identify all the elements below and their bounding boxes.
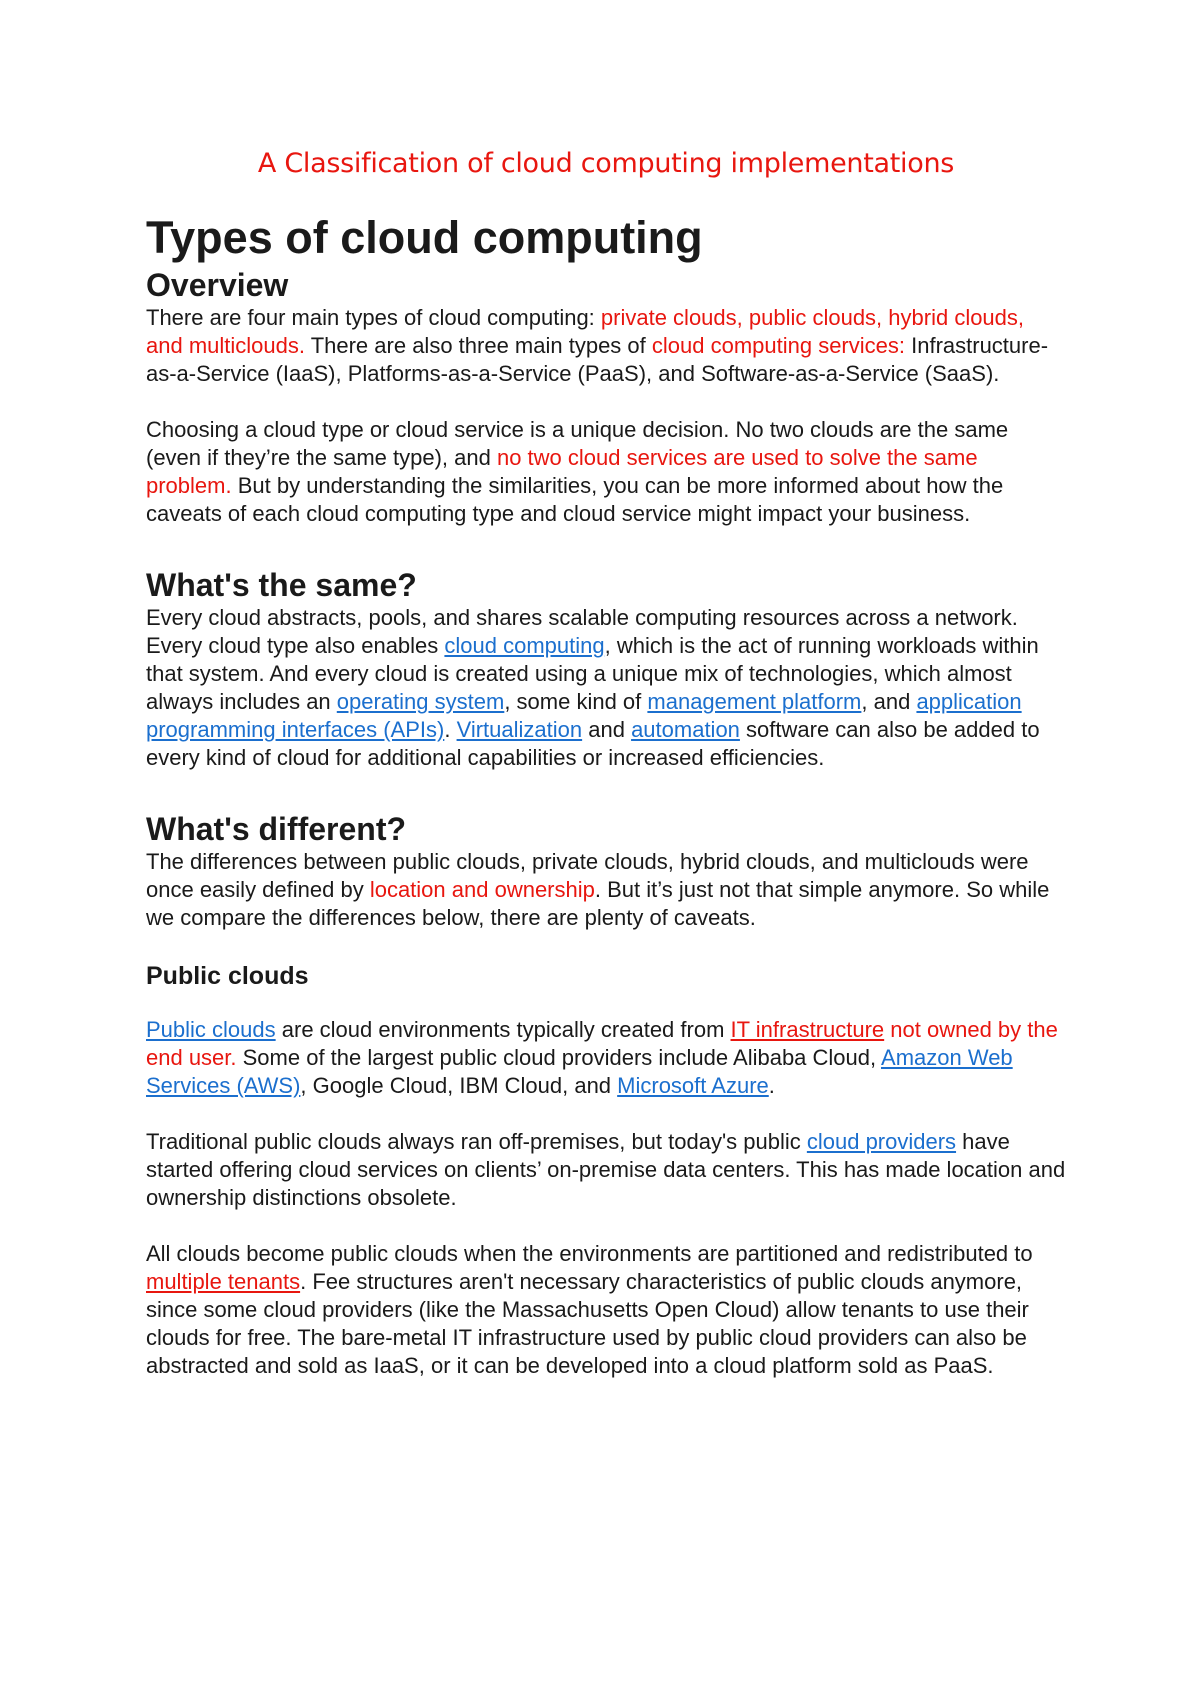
highlight-text: no two cloud services are used to solve the same problem. bbox=[146, 445, 978, 498]
page-heading: Types of cloud computing bbox=[146, 212, 703, 263]
link-cloud-computing[interactable]: cloud computing bbox=[444, 633, 605, 658]
highlight-text: cloud computing services: bbox=[651, 333, 905, 358]
text-span: Every cloud abstracts, pools, and shares scalable computing resources across a network. Every cloud type also enables bbox=[146, 605, 1018, 658]
link-automation[interactable]: automation bbox=[631, 717, 740, 742]
public-paragraph-3 bbox=[146, 1240, 1066, 1380]
text-span: All clouds become public clouds when the environments are partitioned and redistributed to bbox=[146, 1241, 1033, 1266]
link-virtualization[interactable]: Virtualization bbox=[456, 717, 583, 742]
text-span: and bbox=[582, 717, 632, 742]
highlight-text: not owned by the end user. bbox=[146, 1017, 1058, 1070]
text-span: The differences between public clouds, private clouds, hybrid clouds, and multiclouds were once easily defined by bbox=[146, 849, 1029, 902]
text-span: , which is the act of running workloads within that system. And every cloud is created using a unique mix of technologies, which almost always includes an bbox=[146, 633, 1039, 714]
same-heading: What's the same? bbox=[146, 567, 417, 603]
text-span: have started offering cloud services on clients’ on-premise data centers. This has made location and ownership distinctions obsolete. bbox=[146, 1129, 1066, 1210]
different-heading: What's different? bbox=[146, 811, 407, 847]
document-body bbox=[146, 210, 1066, 1380]
link-public-clouds[interactable]: Public clouds bbox=[146, 1017, 276, 1042]
link-cloud-providers[interactable]: cloud providers bbox=[806, 1129, 957, 1154]
overview-heading: Overview bbox=[146, 267, 289, 303]
document-title: A Classification of cloud computing implementations bbox=[257, 148, 955, 179]
same-paragraph bbox=[146, 604, 1066, 772]
highlight-text: private clouds, public clouds, hybrid clouds, and multiclouds. bbox=[146, 305, 1025, 358]
text-span: are cloud environments typically created from bbox=[275, 1017, 731, 1042]
text-span: Infrastructure-as-a-Service (IaaS), Platforms-as-a-Service (PaaS), and Software-as-a-Service (SaaS). bbox=[146, 333, 1049, 386]
public-clouds-heading: Public clouds bbox=[146, 962, 309, 990]
link-microsoft-azure[interactable]: Microsoft Azure bbox=[617, 1073, 769, 1098]
highlight-text: location and ownership bbox=[369, 877, 595, 902]
link-management-platform[interactable]: management platform bbox=[647, 689, 862, 714]
text-span: software can also be added to every kind of cloud for additional capabilities or increased efficiencies. bbox=[146, 717, 1040, 770]
text-span: But by understanding the similarities, you can be more informed about how the caveats of each cloud computing type and cloud service might impact your business. bbox=[146, 473, 1004, 526]
overview-paragraph-1 bbox=[146, 304, 1066, 388]
public-paragraph-2 bbox=[146, 1128, 1066, 1212]
link-it-infrastructure[interactable]: IT infrastructure bbox=[730, 1017, 885, 1042]
text-span: Some of the largest public cloud providers include Alibaba Cloud, bbox=[236, 1045, 882, 1070]
text-span: . bbox=[768, 1073, 775, 1098]
text-span: . Fee structures aren't necessary characteristics of public clouds anymore, since some cloud providers (like the Massachusetts Open Cloud) allow tenants to use their clouds for free. The bare-metal IT infrastructure used by public cloud providers can also be abstracted and sold as IaaS, or it can be developed into a cloud platform sold as PaaS. bbox=[146, 1269, 1029, 1378]
text-span: . But it’s just not that simple anymore. So while we compare the differences below, there are plenty of caveats. bbox=[146, 877, 1050, 930]
overview-paragraph-2 bbox=[146, 416, 1066, 528]
text-span: There are four main types of cloud computing: bbox=[146, 305, 601, 330]
text-span: , Google Cloud, IBM Cloud, and bbox=[300, 1073, 618, 1098]
link-apis[interactable]: application programming interfaces (APIs) bbox=[146, 689, 1022, 742]
text-span: . bbox=[444, 717, 457, 742]
different-paragraph bbox=[146, 848, 1066, 932]
text-span: , some kind of bbox=[504, 689, 648, 714]
text-span: , and bbox=[861, 689, 917, 714]
text-span: Traditional public clouds always ran off-premises, but today's public bbox=[146, 1129, 807, 1154]
link-multiple-tenants[interactable]: multiple tenants bbox=[146, 1269, 301, 1294]
link-operating-system[interactable]: operating system bbox=[336, 689, 505, 714]
text-span: Choosing a cloud type or cloud service is a unique decision. No two clouds are the same (even if they’re the same type), and bbox=[146, 417, 1009, 470]
public-paragraph-1 bbox=[146, 1016, 1066, 1100]
text-span: There are also three main types of bbox=[304, 333, 652, 358]
link-aws[interactable]: Amazon Web Services (AWS) bbox=[146, 1045, 1013, 1098]
